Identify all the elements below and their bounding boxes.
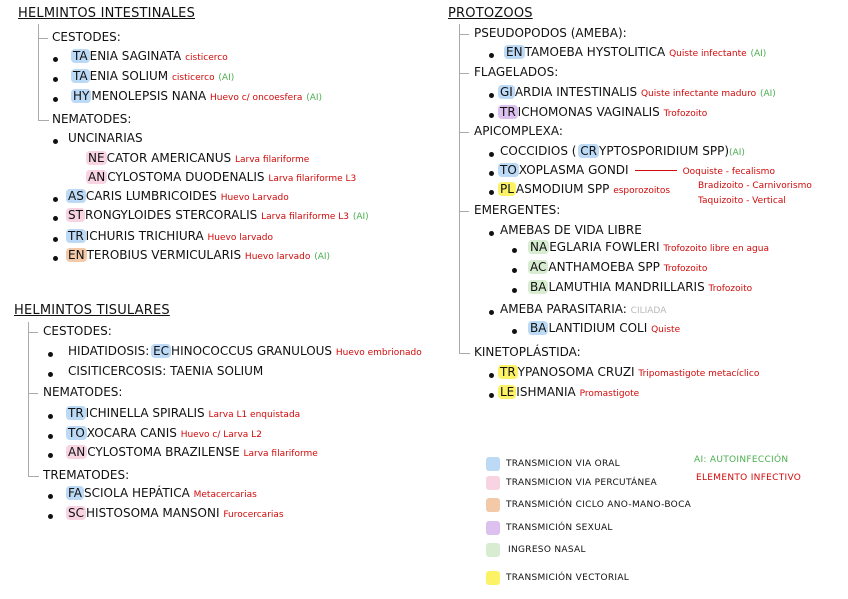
legend-vectorial: TRANSMICIÓN VECTORIAL [506, 573, 630, 583]
tree-line [28, 322, 39, 477]
list-item: SC HISTOSOMA MANSONI Furocercarias [68, 506, 284, 520]
legend-swatch-vectorial [486, 571, 500, 585]
list-item: AS CARIS LUMBRICOIDES Huevo Larvado [68, 189, 289, 203]
title-helmintos-intestinales: HELMINTOS INTESTINALES [18, 6, 196, 21]
list-item: EN TAMOEBA HYSTOLITICA Quiste infectante (AI) [506, 45, 767, 59]
list-item: LE ISHMANIA Promastigote [500, 385, 640, 399]
list-item: EN TEROBIUS VERMICULARIS Huevo larvado (AI) [68, 248, 331, 262]
bullet [48, 494, 53, 499]
list-item: AMEBA PARASITARIA: CILIADA [500, 302, 667, 316]
annotation: Taquizoito - Vertical [698, 196, 786, 206]
list-item: FA SCIOLA HEPÁTICA Metacercarias [68, 486, 257, 500]
bullet [48, 434, 53, 439]
legend-swatch-oral [486, 457, 500, 471]
list-item: AN CYLOSTOMA BRAZILENSE Larva filariforme [68, 445, 318, 459]
bullet [512, 248, 517, 253]
section-cestodes: CESTODES: [52, 30, 121, 44]
legend-swatch-percutanea [486, 476, 500, 490]
legend-percutanea: TRANSMICION VIA PERCUTÁNEA [506, 478, 657, 488]
legend-oral: TRANSMICION VIA ORAL [506, 459, 620, 469]
list-item: CISITICERCOSIS: TAENIA SOLIUM [68, 364, 264, 378]
list-item: TR ICHOMONAS VAGINALIS Trofozoito [500, 105, 708, 119]
section-nematodes: NEMATODES: [43, 385, 123, 399]
tree-branch [28, 476, 38, 477]
legend-nasal: INGRESO NASAL [508, 545, 586, 555]
legend-swatch-ano-mano-boca [486, 498, 500, 512]
bullet [489, 113, 494, 118]
bullet [53, 197, 58, 202]
list-item: BA LAMUTHIA MANDRILLARIS Trofozoito [530, 280, 753, 294]
bullet [48, 453, 53, 458]
bullet [48, 372, 53, 377]
list-item: PL ASMODIUM SPP esporozoitos [500, 182, 671, 196]
legend-swatch-nasal [486, 543, 500, 557]
section-kinetoplastida: KINETOPLÁSTIDA: [474, 345, 581, 359]
tree-branch [28, 332, 38, 333]
bullet [53, 256, 58, 261]
list-item: GI ARDIA INTESTINALIS Quiste infectante maduro (AI) [500, 85, 776, 99]
tree-branch [459, 211, 469, 212]
list-item: TA ENIA SOLIUM cisticerco (AI) [73, 69, 235, 83]
list-item: NE CATOR AMERICANUS Larva filariforme [88, 151, 310, 165]
bullet [489, 171, 494, 176]
legend-ano-mano-boca: TRANSMICIÓN CICLO ANO-MANO-BOCA [506, 500, 692, 510]
bullet [48, 352, 53, 357]
bullet [489, 373, 494, 378]
tree-branch [459, 353, 469, 354]
section-pseudopodos: PSEUDOPODOS (AMEBA): [474, 26, 627, 40]
list-item: BA LANTIDIUM COLI Quiste [530, 321, 681, 335]
bullet [53, 139, 58, 144]
section-emergentes: EMERGENTES: [474, 203, 561, 217]
legend-elemento-infectivo: ELEMENTO INFECTIVO [696, 473, 802, 483]
bullet [489, 310, 494, 315]
list-item: AC ANTHAMOEBA SPP Trofozoito [530, 260, 708, 274]
list-item: ST RONGYLOIDES STERCORALIS Larva filariforme L3 (AI) [68, 208, 369, 222]
list-item: AN CYLOSTOMA DUODENALIS Larva filariforme L3 [88, 170, 357, 184]
legend-autoinfeccion: AI: AUTOINFECCIÓN [694, 455, 789, 465]
bullet [53, 97, 58, 102]
list-item: AMEBAS DE VIDA LIBRE [500, 223, 642, 237]
bullet [489, 53, 494, 58]
annotation: Bradizoito - Carnivorismo [698, 181, 812, 191]
section-nematodes: NEMATODES: [52, 112, 132, 126]
list-item: TR ICHINELLA SPIRALIS Larva L1 enquistada [68, 406, 301, 420]
tree-branch [38, 120, 48, 121]
bullet [489, 152, 494, 157]
list-item: TO XOCARA CANIS Huevo c/ Larva L2 [68, 426, 262, 440]
bullet [48, 414, 53, 419]
list-item: TR ICHURIS TRICHIURA Huevo larvado [68, 229, 274, 243]
bullet [489, 231, 494, 236]
bullet [53, 57, 58, 62]
tree-branch [28, 393, 38, 394]
tree-branch [459, 73, 469, 74]
list-item: TA ENIA SAGINATA cisticerco [73, 49, 228, 63]
bullet [489, 393, 494, 398]
legend-swatch-sexual [486, 521, 500, 535]
list-item: NA EGLARIA FOWLERI Trofozoito libre en agua [530, 240, 769, 254]
legend-sexual: TRANSMICIÓN SEXUAL [506, 523, 613, 533]
list-item: TO XOPLASMA GONDI Ooquiste - fecalismo [500, 163, 775, 177]
bullet [512, 288, 517, 293]
bullet [512, 268, 517, 273]
list-item: HIDATIDOSIS: EC HINOCOCCUS GRANULOUS Huevo embrionado [68, 344, 422, 358]
section-cestodes: CESTODES: [43, 324, 112, 338]
section-apicomplexa: APICOMPLEXA: [474, 124, 563, 138]
section-trematodes: TREMATODES: [43, 468, 130, 482]
list-item: TR YPANOSOMA CRUZI Tripomastigote metacíclico [500, 365, 760, 379]
bullet [489, 190, 494, 195]
title-helmintos-tisulares: HELMINTOS TISULARES [14, 303, 170, 318]
tree-branch [459, 34, 469, 35]
tree-branch [459, 132, 469, 133]
bullet [53, 216, 58, 221]
bullet [48, 514, 53, 519]
tree-branch [38, 38, 48, 39]
section-flagelados: FLAGELADOS: [474, 65, 559, 79]
title-protozoos: PROTOZOOS [448, 6, 533, 21]
bullet [53, 237, 58, 242]
bullet [512, 329, 517, 334]
list-item-uncinarias: UNCINARIAS [68, 131, 143, 145]
bullet [53, 77, 58, 82]
list-item: HY MENOLEPSIS NANA Huevo c/ oncoesfera (AI) [73, 89, 323, 103]
list-item: COCCIDIOS ( CR YPTOSPORIDIUM SPP)(AI) [500, 144, 745, 158]
bullet [489, 93, 494, 98]
